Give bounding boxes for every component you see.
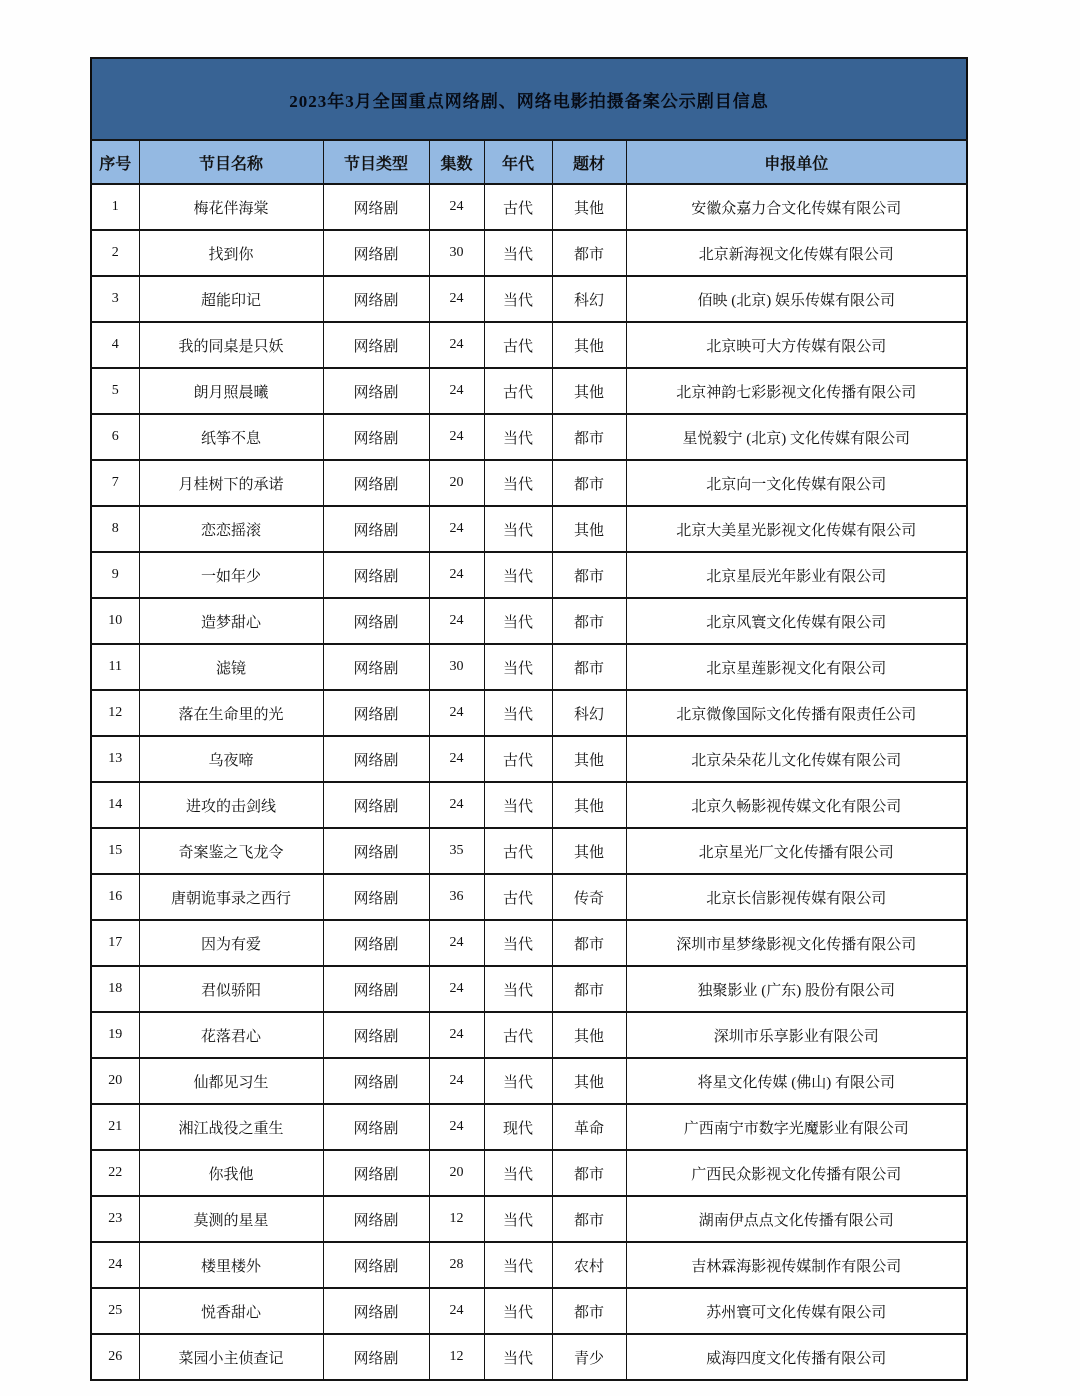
cell-company: 吉林霖海影视传媒制作有限公司 bbox=[626, 1242, 967, 1288]
cell-title: 恋恋摇滚 bbox=[139, 506, 323, 552]
cell-era: 当代 bbox=[484, 506, 552, 552]
table-row bbox=[91, 1242, 967, 1288]
column-header-index: 序号 bbox=[91, 140, 139, 184]
cell-episodes: 24 bbox=[429, 414, 484, 460]
cell-genre: 都市 bbox=[552, 920, 626, 966]
column-header-episodes: 集数 bbox=[429, 140, 484, 184]
cell-episodes: 24 bbox=[429, 690, 484, 736]
cell-era: 当代 bbox=[484, 598, 552, 644]
cell-episodes: 24 bbox=[429, 782, 484, 828]
cell-episodes: 35 bbox=[429, 828, 484, 874]
cell-era: 当代 bbox=[484, 966, 552, 1012]
cell-genre: 其他 bbox=[552, 184, 626, 230]
cell-title: 找到你 bbox=[139, 230, 323, 276]
cell-type: 网络剧 bbox=[323, 1104, 429, 1150]
cell-index: 23 bbox=[91, 1196, 139, 1242]
cell-episodes: 12 bbox=[429, 1196, 484, 1242]
table-row bbox=[91, 460, 967, 506]
cell-company: 北京长信影视传媒有限公司 bbox=[626, 874, 967, 920]
cell-company: 湖南伊点点文化传播有限公司 bbox=[626, 1196, 967, 1242]
cell-genre: 其他 bbox=[552, 506, 626, 552]
cell-type: 网络剧 bbox=[323, 552, 429, 598]
cell-index: 22 bbox=[91, 1150, 139, 1196]
cell-type: 网络剧 bbox=[323, 184, 429, 230]
cell-title: 仙都见习生 bbox=[139, 1058, 323, 1104]
cell-genre: 都市 bbox=[552, 966, 626, 1012]
cell-era: 当代 bbox=[484, 920, 552, 966]
cell-era: 古代 bbox=[484, 1012, 552, 1058]
cell-era: 当代 bbox=[484, 1334, 552, 1380]
cell-company: 安徽众嘉力合文化传媒有限公司 bbox=[626, 184, 967, 230]
cell-episodes: 28 bbox=[429, 1242, 484, 1288]
table-row bbox=[91, 1104, 967, 1150]
cell-episodes: 24 bbox=[429, 1058, 484, 1104]
cell-genre: 都市 bbox=[552, 598, 626, 644]
cell-title: 菜园小主侦查记 bbox=[139, 1334, 323, 1380]
cell-company: 北京朵朵花儿文化传媒有限公司 bbox=[626, 736, 967, 782]
cell-era: 古代 bbox=[484, 828, 552, 874]
cell-title: 超能印记 bbox=[139, 276, 323, 322]
cell-episodes: 24 bbox=[429, 368, 484, 414]
cell-type: 网络剧 bbox=[323, 1012, 429, 1058]
cell-index: 14 bbox=[91, 782, 139, 828]
cell-era: 当代 bbox=[484, 414, 552, 460]
column-header-company: 申报单位 bbox=[626, 140, 967, 184]
cell-episodes: 24 bbox=[429, 552, 484, 598]
cell-genre: 都市 bbox=[552, 1288, 626, 1334]
cell-era: 当代 bbox=[484, 276, 552, 322]
cell-company: 北京星莲影视文化有限公司 bbox=[626, 644, 967, 690]
cell-episodes: 36 bbox=[429, 874, 484, 920]
cell-genre: 科幻 bbox=[552, 276, 626, 322]
cell-index: 11 bbox=[91, 644, 139, 690]
cell-company: 威海四度文化传播有限公司 bbox=[626, 1334, 967, 1380]
cell-genre: 都市 bbox=[552, 644, 626, 690]
cell-genre: 都市 bbox=[552, 230, 626, 276]
cell-type: 网络剧 bbox=[323, 1058, 429, 1104]
cell-era: 古代 bbox=[484, 736, 552, 782]
table-row bbox=[91, 230, 967, 276]
cell-episodes: 20 bbox=[429, 460, 484, 506]
cell-title: 滤镜 bbox=[139, 644, 323, 690]
cell-type: 网络剧 bbox=[323, 736, 429, 782]
cell-index: 15 bbox=[91, 828, 139, 874]
cell-index: 26 bbox=[91, 1334, 139, 1380]
cell-genre: 都市 bbox=[552, 414, 626, 460]
cell-type: 网络剧 bbox=[323, 598, 429, 644]
cell-title: 一如年少 bbox=[139, 552, 323, 598]
cell-index: 6 bbox=[91, 414, 139, 460]
table-row bbox=[91, 506, 967, 552]
cell-genre: 都市 bbox=[552, 1196, 626, 1242]
cell-genre: 农村 bbox=[552, 1242, 626, 1288]
cell-title: 月桂树下的承诺 bbox=[139, 460, 323, 506]
cell-index: 4 bbox=[91, 322, 139, 368]
cell-episodes: 30 bbox=[429, 644, 484, 690]
cell-company: 北京风寰文化传媒有限公司 bbox=[626, 598, 967, 644]
cell-type: 网络剧 bbox=[323, 414, 429, 460]
cell-index: 1 bbox=[91, 184, 139, 230]
cell-type: 网络剧 bbox=[323, 644, 429, 690]
registry-table bbox=[90, 57, 968, 1381]
cell-type: 网络剧 bbox=[323, 322, 429, 368]
cell-episodes: 24 bbox=[429, 598, 484, 644]
table-row bbox=[91, 322, 967, 368]
title-bar bbox=[91, 58, 967, 140]
cell-genre: 其他 bbox=[552, 1012, 626, 1058]
cell-index: 5 bbox=[91, 368, 139, 414]
table-row bbox=[91, 874, 967, 920]
cell-era: 当代 bbox=[484, 1150, 552, 1196]
cell-company: 北京向一文化传媒有限公司 bbox=[626, 460, 967, 506]
cell-title: 湘江战役之重生 bbox=[139, 1104, 323, 1150]
table-row bbox=[91, 552, 967, 598]
cell-title: 朗月照晨曦 bbox=[139, 368, 323, 414]
cell-company: 北京映可大方传媒有限公司 bbox=[626, 322, 967, 368]
cell-company: 广西南宁市数字光魔影业有限公司 bbox=[626, 1104, 967, 1150]
cell-era: 古代 bbox=[484, 184, 552, 230]
cell-type: 网络剧 bbox=[323, 1334, 429, 1380]
cell-genre: 其他 bbox=[552, 828, 626, 874]
column-header-genre: 题材 bbox=[552, 140, 626, 184]
table-row bbox=[91, 184, 967, 230]
table-row bbox=[91, 1058, 967, 1104]
cell-company: 北京大美星光影视文化传媒有限公司 bbox=[626, 506, 967, 552]
table-row bbox=[91, 276, 967, 322]
table-row bbox=[91, 1012, 967, 1058]
cell-index: 17 bbox=[91, 920, 139, 966]
page-title: 2023年3月全国重点网络剧、网络电影拍摄备案公示剧目信息 bbox=[91, 58, 967, 140]
cell-type: 网络剧 bbox=[323, 874, 429, 920]
table-header-row bbox=[91, 140, 967, 184]
cell-type: 网络剧 bbox=[323, 1196, 429, 1242]
cell-era: 古代 bbox=[484, 322, 552, 368]
cell-era: 当代 bbox=[484, 1288, 552, 1334]
cell-episodes: 24 bbox=[429, 966, 484, 1012]
cell-type: 网络剧 bbox=[323, 1288, 429, 1334]
cell-type: 网络剧 bbox=[323, 460, 429, 506]
cell-episodes: 24 bbox=[429, 1104, 484, 1150]
cell-genre: 其他 bbox=[552, 736, 626, 782]
cell-genre: 其他 bbox=[552, 368, 626, 414]
cell-title: 奇案鉴之飞龙令 bbox=[139, 828, 323, 874]
cell-index: 24 bbox=[91, 1242, 139, 1288]
table-row bbox=[91, 598, 967, 644]
table-row bbox=[91, 414, 967, 460]
cell-index: 21 bbox=[91, 1104, 139, 1150]
cell-genre: 都市 bbox=[552, 1150, 626, 1196]
cell-genre: 其他 bbox=[552, 782, 626, 828]
cell-type: 网络剧 bbox=[323, 966, 429, 1012]
cell-era: 古代 bbox=[484, 368, 552, 414]
cell-company: 独聚影业 (广东) 股份有限公司 bbox=[626, 966, 967, 1012]
cell-type: 网络剧 bbox=[323, 506, 429, 552]
cell-index: 7 bbox=[91, 460, 139, 506]
cell-title: 君似骄阳 bbox=[139, 966, 323, 1012]
cell-era: 当代 bbox=[484, 1242, 552, 1288]
cell-genre: 其他 bbox=[552, 1058, 626, 1104]
cell-title: 落在生命里的光 bbox=[139, 690, 323, 736]
cell-episodes: 24 bbox=[429, 506, 484, 552]
cell-company: 深圳市星梦缘影视文化传播有限公司 bbox=[626, 920, 967, 966]
cell-type: 网络剧 bbox=[323, 1242, 429, 1288]
cell-title: 你我他 bbox=[139, 1150, 323, 1196]
table-row bbox=[91, 1288, 967, 1334]
cell-episodes: 30 bbox=[429, 230, 484, 276]
cell-era: 当代 bbox=[484, 690, 552, 736]
cell-episodes: 24 bbox=[429, 736, 484, 782]
cell-type: 网络剧 bbox=[323, 920, 429, 966]
table-row bbox=[91, 782, 967, 828]
cell-company: 深圳市乐享影业有限公司 bbox=[626, 1012, 967, 1058]
cell-genre: 科幻 bbox=[552, 690, 626, 736]
cell-episodes: 12 bbox=[429, 1334, 484, 1380]
cell-title: 我的同桌是只妖 bbox=[139, 322, 323, 368]
table-row bbox=[91, 966, 967, 1012]
cell-company: 北京神韵七彩影视文化传播有限公司 bbox=[626, 368, 967, 414]
cell-genre: 其他 bbox=[552, 322, 626, 368]
cell-type: 网络剧 bbox=[323, 1150, 429, 1196]
cell-genre: 革命 bbox=[552, 1104, 626, 1150]
table-row bbox=[91, 1334, 967, 1380]
table-row bbox=[91, 644, 967, 690]
cell-type: 网络剧 bbox=[323, 276, 429, 322]
cell-title: 纸筝不息 bbox=[139, 414, 323, 460]
cell-index: 20 bbox=[91, 1058, 139, 1104]
cell-type: 网络剧 bbox=[323, 828, 429, 874]
table-row bbox=[91, 736, 967, 782]
cell-type: 网络剧 bbox=[323, 230, 429, 276]
cell-episodes: 24 bbox=[429, 184, 484, 230]
cell-episodes: 24 bbox=[429, 276, 484, 322]
cell-company: 将星文化传媒 (佛山) 有限公司 bbox=[626, 1058, 967, 1104]
cell-type: 网络剧 bbox=[323, 690, 429, 736]
cell-genre: 青少 bbox=[552, 1334, 626, 1380]
cell-index: 19 bbox=[91, 1012, 139, 1058]
column-header-era: 年代 bbox=[484, 140, 552, 184]
cell-type: 网络剧 bbox=[323, 368, 429, 414]
cell-index: 16 bbox=[91, 874, 139, 920]
cell-era: 古代 bbox=[484, 874, 552, 920]
cell-type: 网络剧 bbox=[323, 782, 429, 828]
cell-company: 广西民众影视文化传播有限公司 bbox=[626, 1150, 967, 1196]
cell-index: 8 bbox=[91, 506, 139, 552]
cell-genre: 都市 bbox=[552, 460, 626, 506]
cell-index: 10 bbox=[91, 598, 139, 644]
table-row bbox=[91, 1150, 967, 1196]
cell-era: 当代 bbox=[484, 1058, 552, 1104]
cell-index: 12 bbox=[91, 690, 139, 736]
cell-era: 当代 bbox=[484, 460, 552, 506]
cell-index: 9 bbox=[91, 552, 139, 598]
column-header-title: 节目名称 bbox=[139, 140, 323, 184]
cell-era: 当代 bbox=[484, 644, 552, 690]
cell-index: 25 bbox=[91, 1288, 139, 1334]
cell-genre: 传奇 bbox=[552, 874, 626, 920]
cell-company: 星悦毅宁 (北京) 文化传媒有限公司 bbox=[626, 414, 967, 460]
cell-title: 花落君心 bbox=[139, 1012, 323, 1058]
cell-era: 当代 bbox=[484, 782, 552, 828]
table-row bbox=[91, 368, 967, 414]
cell-episodes: 20 bbox=[429, 1150, 484, 1196]
cell-company: 苏州寰可文化传媒有限公司 bbox=[626, 1288, 967, 1334]
cell-title: 进攻的击剑线 bbox=[139, 782, 323, 828]
cell-title: 乌夜啼 bbox=[139, 736, 323, 782]
cell-company: 北京星光厂文化传播有限公司 bbox=[626, 828, 967, 874]
cell-company: 北京星辰光年影业有限公司 bbox=[626, 552, 967, 598]
table-row bbox=[91, 920, 967, 966]
cell-company: 北京新海视文化传媒有限公司 bbox=[626, 230, 967, 276]
table-row bbox=[91, 690, 967, 736]
cell-title: 造梦甜心 bbox=[139, 598, 323, 644]
cell-episodes: 24 bbox=[429, 322, 484, 368]
cell-episodes: 24 bbox=[429, 1288, 484, 1334]
cell-index: 2 bbox=[91, 230, 139, 276]
cell-era: 当代 bbox=[484, 230, 552, 276]
cell-title: 梅花伴海棠 bbox=[139, 184, 323, 230]
table-row bbox=[91, 1196, 967, 1242]
cell-era: 当代 bbox=[484, 552, 552, 598]
cell-index: 13 bbox=[91, 736, 139, 782]
cell-index: 18 bbox=[91, 966, 139, 1012]
cell-title: 唐朝诡事录之西行 bbox=[139, 874, 323, 920]
cell-company: 佰映 (北京) 娱乐传媒有限公司 bbox=[626, 276, 967, 322]
cell-episodes: 24 bbox=[429, 1012, 484, 1058]
cell-era: 现代 bbox=[484, 1104, 552, 1150]
cell-episodes: 24 bbox=[429, 920, 484, 966]
table-body bbox=[91, 184, 967, 1380]
cell-title: 悦香甜心 bbox=[139, 1288, 323, 1334]
cell-title: 因为有爱 bbox=[139, 920, 323, 966]
cell-index: 3 bbox=[91, 276, 139, 322]
cell-company: 北京微像国际文化传播有限责任公司 bbox=[626, 690, 967, 736]
cell-era: 当代 bbox=[484, 1196, 552, 1242]
cell-company: 北京久畅影视传媒文化有限公司 bbox=[626, 782, 967, 828]
cell-title: 楼里楼外 bbox=[139, 1242, 323, 1288]
table-row bbox=[91, 828, 967, 874]
column-header-type: 节目类型 bbox=[323, 140, 429, 184]
cell-genre: 都市 bbox=[552, 552, 626, 598]
cell-title: 莫测的星星 bbox=[139, 1196, 323, 1242]
